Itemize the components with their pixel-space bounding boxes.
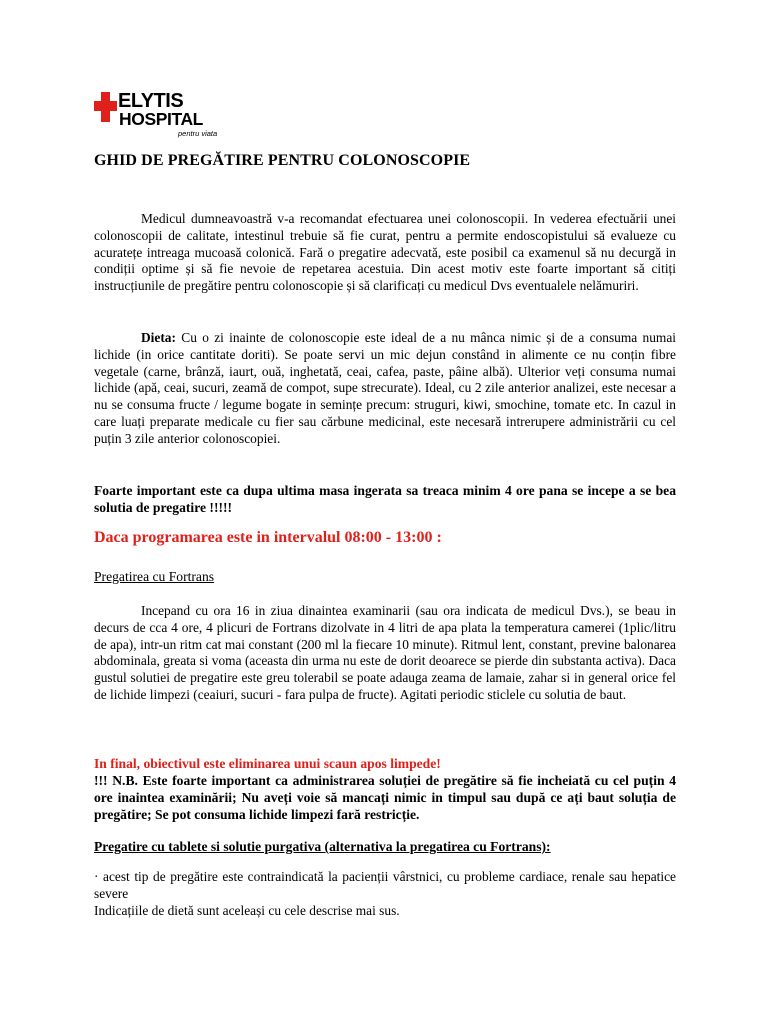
- logo-brand-bottom: HOSPITAL: [119, 109, 203, 129]
- diet-label: Dieta:: [141, 330, 176, 345]
- logo-brand-top: ELYTIS: [118, 90, 184, 112]
- final-objective-text: In final, obiectivul este eliminarea unui scaun apos limpede!: [94, 756, 441, 771]
- nb-warning-text: !!! N.B. Este foarte important ca administrarea soluției de pregătire să fie incheiată cu cel puțin 4 ore inaintea examinării; Nu aveți voie să mancați nimic in timpul sau după ce ați baut soluția de pregătire; Se pot consuma lichide limpezi fară restricție.: [94, 773, 676, 822]
- document-title: GHID DE PREGĂTIRE PENTRU COLONOSCOPIE: [94, 152, 471, 169]
- tablete-diet-note: Indicațiile de dietă sunt aceleași cu cele descrise mai sus.: [94, 902, 400, 918]
- diet-paragraph: [94, 330, 676, 448]
- elytis-hospital-logo: [94, 90, 234, 142]
- diet-text: Cu o zi inainte de colonoscopie este ideal de a nu mânca nimic și de a consuma numai lichide (in orice cantitate doriti). Se poate servi un mic dejun constând in alimente ce nu conțin fibre vegetale (carne, brânză, iaurt, ouă, inghetată, ceai, cafea, paste, pâine albă). Ulterior veți consuma numai lichide (apă, ceai, sucuri, zeamă de compot, supe strecurate). Ideal, cu 2 zile anterior analizei, este necesar a nu se consuma fructe / legume bogate in semințe precum: struguri, kiwi, smochine, tomate etc. In cazul in care luați preparate medicale cu fier sau cărbune medicinal, este necesară intrerupere administrării cu cel puțin 3 zile anterior colonoscopiei.: [94, 330, 676, 446]
- tablete-heading: Pregatire cu tablete si solutie purgativa (alternativa la pregatirea cu Fortrans):: [94, 839, 551, 854]
- tablete-section: [94, 869, 676, 919]
- interval-heading: Daca programarea este in intervalul 08:00 - 13:00 :: [94, 529, 442, 546]
- important-note: Foarte important este ca dupa ultima masa ingerata sa treaca minim 4 ore pana se incepe a se bea solutia de pregatire !!!!!: [94, 483, 676, 515]
- tablete-contraindication: · acest tip de pregătire este contraindicată la pacienții vârstnici, cu probleme cardiace, renale sau hepatice severe: [94, 869, 676, 901]
- logo-graphic: [94, 90, 234, 142]
- intro-paragraph: Medicul dumneavoastră v-a recomandat efectuarea unei colonoscopii. In vederea efectuării unei colonoscopii de calitate, intestinul trebuie să fie curat, pentru a permite endoscopistului să evalueze cu acuratețe intreaga mucoasă colonică. Fară o pregatire adecvată, este posibil ca examenul să nu decurgă in condiții optime și să fie nevoie de repetarea acestuia. Din acest motiv este foarte important să citiți instrucțiunile de pregătire pentru colonoscopie și să clarificați cu medicul Dvs eventualele nelămuriri.: [94, 211, 676, 294]
- fortrans-paragraph: Incepand cu ora 16 in ziua dinaintea examinarii (sau ora indicata de medicul Dvs.), se beau in decurs de cca 4 ore, 4 plicuri de Fortrans dizolvate in 4 litri de apa plata la temperatura camerei (1plic/litru de apa), intr-un ritm cat mai constant (200 ml la fiecare 10 minute). Ritmul lent, constant, previne balonarea abdominala, greata si voma (aceasta din urma nu este de dorit deoarece se pierde din substanta activa). Daca gustul solutiei de pregatire este greu tolerabil se poate adauga zeama de lamaie, zahar si in general orice fel de lichide limpezi (ceaiuri, sucuri - fara pulpa de fructe). Agitati periodic sticlele cu solutia de baut.: [94, 603, 676, 702]
- final-notes: [94, 755, 676, 823]
- red-cross-icon: [94, 92, 117, 122]
- fortrans-heading: Pregatirea cu Fortrans: [94, 569, 215, 584]
- logo-tagline: pentru viata: [178, 129, 218, 138]
